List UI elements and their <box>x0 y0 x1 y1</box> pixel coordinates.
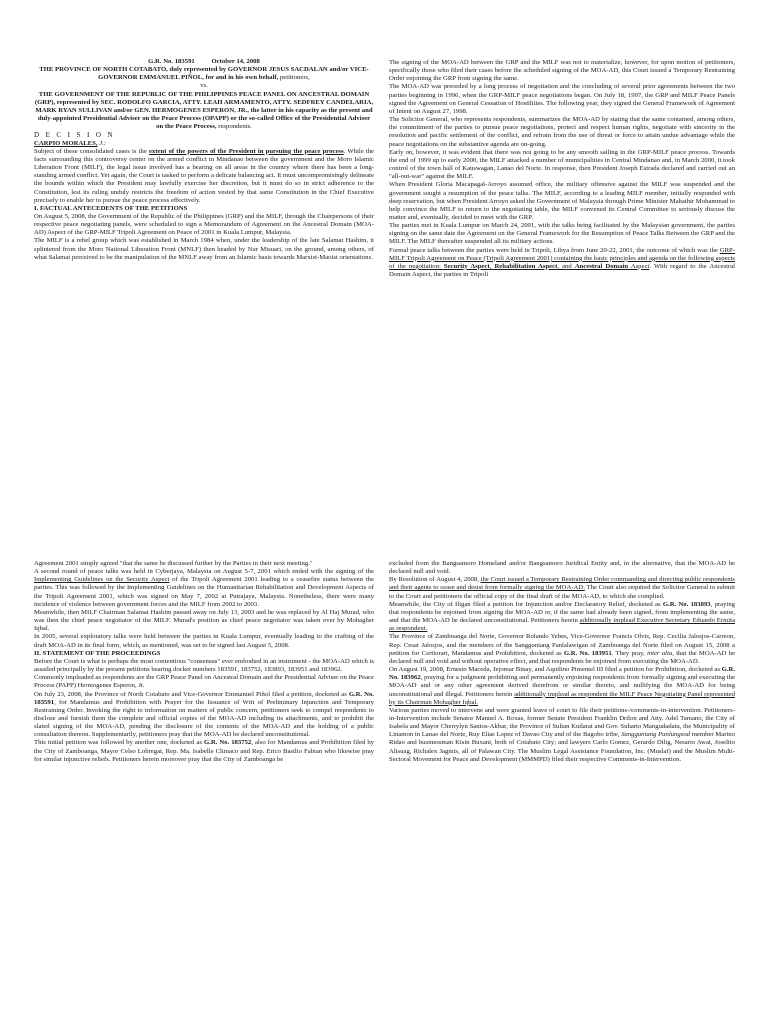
paragraph: By Resolution of August 4, 2008, the Court issued a Temporary Restraining Order commanding and directing public respondents and their agents to cease and desist from formally signing the MOA-AD. The Court also required the Solicitor General to submit to the Court and petitioners the official copy of the final draft of the MOA-AD, to which she complied. <box>389 576 735 600</box>
paragraph: Formal peace talks between the parties were held in Tripoli, Libya from June 20-22, 2001, the outcome of which was the GRP-MILF Tripoli Agreement on Peace (Tripoli Agreement 2001) containing the basic principles and agenda on the following aspects of the negotiation: Security Aspect, Rehabilitation Aspect, and Ancestral Domain Aspect. With regard to the Ancestral Domain Aspect, the parties in Tripoli <box>389 246 735 279</box>
section-heading: II. STATEMENT OF THE PROCEEDINGS <box>34 649 161 657</box>
paragraph: On July 23, 2008, the Province of North Cotabato and Vice-Governor Emmanuel Piñol filed a petition, docketed as G.R. No. 183591, for Mandamus and Prohibition with Prayer for the Issuance of Writ of Preliminary Injunction and Temporary Restraining Order. Invoking the right to information on matters of public concern, petitioners seek to compel respondents to disclose and furnish them the complete and official copies of the MOA-AD including its attachments, and to prohibit the slated signing of the MOA-AD, pending the disclosure of the contents of the MOA-AD and the holding of a public consultation thereon. Supplementarily, petitioners pray that the MOA-AD be declared unconstitutional. <box>34 690 374 739</box>
decision-heading: D E C I S I O N <box>34 131 115 140</box>
paragraph: In 2005, several exploratory talks were held between the parties in Kuala Lumpur, eventually leading to the crafting of the draft MOA-AD in its final form, which, as mentioned, was set to be signed last August 5, 2008. <box>34 633 374 649</box>
paragraph: The MOA-AD was preceded by a long process of negotiation and the concluding of several prior agreements between the two parties beginning in 1996, when the GRP-MILF peace negotiations began. On July 18, 1997, the GRP and MILF Peace Panels signed the Agreement on General Cessation of Hostilities. The following year, they signed the General Framework of Agreement of Intent on August 27, 1998. <box>389 83 735 115</box>
paragraph: Meanwhile, the City of Iligan filed a petition for Injunction and/or Declaratory Relief, docketed as G.R. No. 183893, praying that respondents be enjoined from signing the MOA-AD or, if the same had already been signed, from implementing the same, and that the MOA-AD be declared unconstitutional. Petitioners herein additionally implead Executive Secretary Eduardo Ermita as respondent. <box>389 600 735 633</box>
paragraph: Before the Court is what is perhaps the most contentious "consensus" ever embodied in an instrument - the MOA-AD which is assailed principally by the present petitions bearing docket numbers 183591, 183752, 183893, 183951 and 183962. <box>34 657 374 674</box>
paragraph: Commonly impleaded as respondents are the GRP Peace Panel on Ancestral Domain and the Presidential Adviser on the Peace Process (PAPP) Hermogenes Esperon, Jr. <box>34 674 374 690</box>
column-top-right <box>389 59 735 489</box>
paragraph: A second round of peace talks was held in Cyberjaya, Malaysia on August 5-7, 2001 which ended with the signing of the Implementing Guidelines on the Security Aspect of the Tripoli Agreement 2001 leading to a ceasefire status between the parties. This was followed by the Implementing Guidelines on the Humanitarian Rehabilitation and Development Aspects of the Tripoli Agreement 2001, which was signed on May 7, 2002 at Putrajaya, Malaysia. Nonetheless, there were many incidence of violence between government forces and the MILF from 2002 to 2003. <box>34 568 374 608</box>
column-bottom-left <box>34 560 374 1020</box>
paragraph: The MILF is a rebel group which was established in March 1984 when, under the leadership of the late Salamat Hashim, it splintered from the Moro National Liberation Front (MNLF) then headed by Nur Misuari, on the ground, among others, of what Salamat perceived to be the manipulation of the MNLF away from an Islamic basis towards Marxist-Maoist orientations. <box>34 237 374 261</box>
column-bottom-right <box>389 560 735 1020</box>
paragraph: Various parties moved to intervene and were granted leave of court to file their petitions-/comments-in-intervention. Petitioners-in-Intervention include Senator Manuel A. Roxas, former Senate President Franklin Drilon and Atty. Adel Tamano, the City of Isabela and Mayor Cherrylyn Santos-Akbar, the Province of Sultan Kudarat and Gov. Suharto Mangudadatu, the Municipality of Linamon in Lanao del Norte, Ruy Elias Lopez of Davao City and of the Bagobo tribe, Sangguniang Panlungsod member Marino Ridao and businessman Kisin Buxani, both of Cotabato City; and lawyers Carlo Gomez, Gerardo Dilig, Nesario Awat, Joselito Alisuag, Richalex Jagmis, all of Palawan City. The Muslim Legal Assistance Foundation, Inc. (Muslaf) and the Muslim Multi-Sectoral Movement for Peace and Development (MMMPD) filed their respective Comments-in-Intervention. <box>389 706 735 763</box>
paragraph: This initial petition was followed by another one, docketed as G.R. No. 183752, also for Mandamus and Prohibition filed by the City of Zamboanga, Mayor Celso Lobregat, Rep. Ma. Isabelle Climaco and Rep. Erico Basilio Fabian who likewise pray for similar injunctive reliefs. Petitioners herein moreover pray that the City of Zamboanga be <box>34 739 374 763</box>
paragraph: Agreement 2001 simply agreed "that the same be discussed further by the Parties in their next meeting." <box>34 560 313 567</box>
decision-date: October 14, 2008 <box>211 58 260 65</box>
paragraph: The Province of Zamboanga del Norte, Governor Rolando Yebes, Vice-Governor Francis Olvis, Rep. Cecilia Jalosjos-Carreon, Rep. Cesar Jalosjos, and the members of the Sangguniang Panlalawigan of Zamboanga del Norte filed on August 15, 2008 a petition for Certiorari, Mandamus and Prohibition, docketed as G.R. No. 183951. They pray, inter alia, that the MOA-AD be declared null and void and without operative effect, and that respondents be enjoined from executing the MOA-AD. <box>389 633 735 665</box>
respondents-caption: THE GOVERNMENT OF THE REPUBLIC OF THE PHILIPPINES PEACE PANEL ON ANCESTRAL DOMAIN (GRP), represented by SEC. RODOLFO GARCIA, ATTY. LEAH ARMAMENTO, ATTY. SEDFREY CANDELARIA, MARK RYAN SULLIVAN and/or GEN. HERMOGENES ESPERON, JR., the latter in his capacity as the present and duly-appointed Presidential Adviser on the Peace Process (OPAPP) or the so-called Office of the Presidential Adviser on the Peace Process, respondents. <box>34 90 374 131</box>
ponente-line: CARPIO MORALES, J.: <box>34 139 107 147</box>
paragraph: Subject of these consolidated cases is the extent of the powers of the President in pursuing the peace process. While the facts surrounding this controversy center on the armed conflict in Mindanao between the government and the Moro Islamic Liberation Front (MILF), the legal issue involved has a bearing on all areas in the country where there has been a long-standing armed conflict. Yet again, the Court is tasked to perform a delicate balancing act. It must uncompromisingly delineate the bounds within which the President may lawfully exercise her discretion, but it must do so in strict adherence to the Constitution, lest its ruling unduly restricts the freedom of action vested by that same Constitution in the Chief Executive precisely to enable her to pursue the peace process effectively. <box>34 147 374 204</box>
case-number-line <box>34 58 374 66</box>
paragraph: Early on, however, it was evident that there was not going to be any smooth sailing in the GRP-MILF peace process. Towards the end of 1999 up to early 2000, the MILF attacked a number of municipalities in Central Mindanao and, in March 2000, it took control of the town hall of Kauswagan, Lanao del Norte. In response, then President Joseph Estrada declared and carried out an "all-out-war" against the MILF. <box>389 148 735 181</box>
petitioners-caption: THE PROVINCE OF NORTH COTABATO, duly represented by GOVERNOR JESUS SACDALAN and/or VICE-GOVERNOR EMMANUEL PIÑOL, for and in his own behalf, petitioners, <box>39 66 369 82</box>
gr-number: G.R. No. 183591 <box>148 58 195 65</box>
paragraph: The parties met in Kuala Lumpur on March 24, 2001, with the talks being facilitated by the Malaysian government, the parties signing on the same date the Agreement on the General Framework for the Resumption of Peace Talks Between the GRP and the MILF. The MILF thereafter suspended all its military actions. <box>389 222 735 246</box>
column-top-left <box>34 58 374 478</box>
paragraph: The Solicitor General, who represents respondents, summarizes the MOA-AD by stating that the same contained, among others, the commitment of the parties to pursue peace negotiations, protect and respect human rights, negotiate with sincerity in the resolution and pacific settlement of the conflict, and refrain from the use of threat or force to attain undue advantage while the peace negotiations on the substantive agenda are on-going. <box>389 116 735 148</box>
paragraph: excluded from the Bangsamoro Homeland and/or Bangsamoro Juridical Entity and, in the alternative, that the MOA-AD be declared null and void. <box>389 560 735 576</box>
paragraph: Meanwhile, then MILF Chairman Salamat Hashim passed away on July 13, 2003 and he was replaced by Al Haj Murad, who was then the chief peace negotiator of the MILF. Murad's position as chief peace negotiator was taken over by Mohagher Iqbal. <box>34 608 374 633</box>
paragraph: When President Gloria Macapagal-Arroyo assumed office, the military offensive against the MILF was suspended and the government sought a resumption of the peace talks. The MILF, according to a leading MILF member, initially responded with deep reservation, but when President Arroyo asked the Government of Malaysia through Prime Minister Mahathir Mohammad to help convince the MILF to return to the negotiating table, the MILF convened its Central Committee to seriously discuss the matter and, eventually, decided to meet with the GRP. <box>389 181 735 221</box>
paragraph: On August 19, 2008, Ernesto Maceda, Jejomar Binay, and Aquilino Pimentel III filed a petition for Prohibition, docketed as G.R. No. 183962, praying for a judgment prohibiting and permanently enjoining respondents from formally signing and executing the MOA-AD and or any other agreement derived therefrom or similar thereto, and nullifying the MOA-AD for being unconstitutional and illegal. Petitioners herein additionally implead as respondent the MILF Peace Negotiating Panel represented by its Chairman Mohagher Iqbal. <box>389 666 735 706</box>
versus: vs. <box>200 82 208 90</box>
paragraph: The signing of the MOA-AD between the GRP and the MILF was not to materialize, however, for upon motion of petitioners, specifically those who filed their cases before the scheduled signing of the MOA-AD, this Court issued a Temporary Restraining Order enjoining the GRP from signing the same. <box>389 59 735 83</box>
section-heading: I. FACTUAL ANTECEDENTS OF THE PETITIONS <box>34 204 188 212</box>
paragraph: On August 5, 2008, the Government of the Republic of the Philippines (GRP) and the MILF, through the Chairpersons of their respective peace negotiating panels, were scheduled to sign a Memorandum of Agreement on the Ancestral Domain (MOA-AD) Aspect of the GRP-MILF Tripoli Agreement on Peace of 2001 in Kuala Lumpur, Malaysia. <box>34 212 374 237</box>
